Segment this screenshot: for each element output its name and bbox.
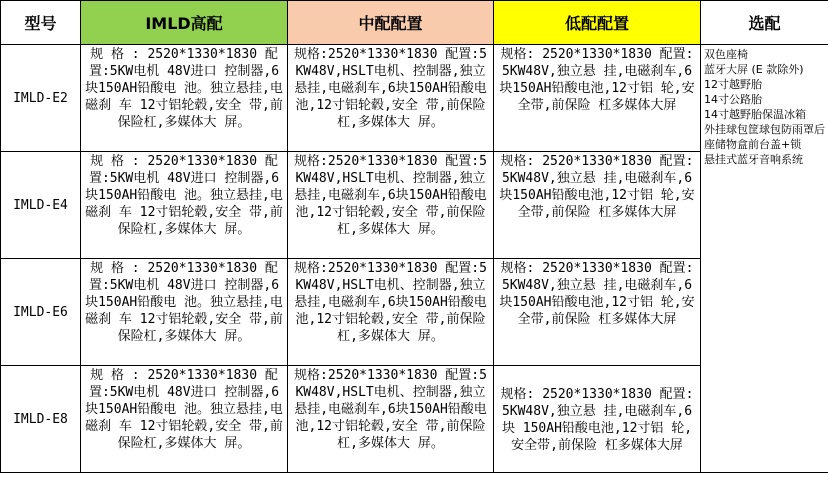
model-cell: IMLD-E4 [1, 152, 81, 259]
option-item: 外挂球包筐球包防雨罩后座储物盒前台盖+锁 [704, 123, 825, 151]
high-config-cell: 规 格 : 2520*1330*1830 配置:5KW电机 48V进口 控制器,6块150AH铅酸电 池。独立悬挂,电磁刹 车 12寸铝轮毂,安全 带,前保险杠,多媒体大 屏。 [81, 152, 288, 259]
option-item: 双色座椅 [704, 48, 748, 61]
mid-config-cell: 规格:2520*1330*1830 配置:5KW48V,HSLT电机、控制器,独立悬挂,电磁刹车,6块150AH铅酸电池,12寸铝轮毂,安全 带,前保险杠,多媒体大 屏。 [288, 366, 494, 473]
model-cell: IMLD-E8 [1, 366, 81, 473]
model-cell: IMLD-E2 [1, 45, 81, 152]
option-item: 14寸越野胎保温冰箱 [704, 108, 806, 121]
mid-config-cell: 规格:2520*1330*1830 配置:5KW48V,HSLT电机、控制器,独立悬挂,电磁刹车,6块150AH铅酸电池,12寸铝轮毂,安全 带,前保险杠,多媒体大 屏。 [288, 45, 494, 152]
header-mid-config: 中配配置 [288, 1, 494, 45]
high-config-cell: 规 格 : 2520*1330*1830 配置:5KW电机 48V进口 控制器,6块150AH铅酸电 池。独立悬挂,电磁刹 车 12寸铝轮毂,安全 带,前保险杠,多媒体大 屏。 [81, 259, 288, 366]
option-item: 12寸越野胎 [704, 78, 762, 91]
model-cell: IMLD-E6 [1, 259, 81, 366]
header-model: 型号 [1, 1, 81, 45]
low-config-cell: 规格: 2520*1330*1830 配置:5KW48V,独立悬 挂,电磁刹车,6块 150AH铅酸电池,12寸铝 轮,安全带,前保险 杠多媒体大屏 [494, 366, 701, 473]
header-low-config: 低配配置 [494, 1, 701, 45]
header-high-config: IMLD高配 [81, 1, 288, 45]
low-config-cell: 规格: 2520*1330*1830 配置:5KW48V,独立悬 挂,电磁刹车,6块150AH铅酸电池,12寸铝 轮,安全带,前保险 杠多媒体大屏 [494, 152, 701, 259]
option-item: 14寸公路胎 [704, 93, 762, 106]
mid-config-cell: 规格:2520*1330*1830 配置:5KW48V,HSLT电机、控制器,独立悬挂,电磁刹车,6块150AH铅酸电池,12寸铝轮毂,安全 带,前保险杠,多媒体大 屏。 [288, 152, 494, 259]
low-config-cell: 规格: 2520*1330*1830 配置:5KW48V,独立悬 挂,电磁刹车,6块150AH铅酸电池,12寸铝 轮,安全带,前保险 杠多媒体大屏 [494, 45, 701, 152]
low-config-cell: 规格: 2520*1330*1830 配置:5KW48V,独立悬 挂,电磁刹车,6块150AH铅酸电池,12寸铝 轮,安全带,前保险 杠多媒体大屏 [494, 259, 701, 366]
option-item: 悬挂式蓝牙音响系统 [704, 153, 803, 166]
high-config-cell: 规 格 : 2520*1330*1830 配置:5KW电机 48V进口 控制器,6块150AH铅酸电 池。独立悬挂,电磁刹 车 12寸铝轮毂,安全 带,前保险杠,多媒体大 屏。 [81, 366, 288, 473]
header-options: 选配 [701, 1, 828, 45]
header-row [1, 1, 828, 45]
option-item: 蓝牙大屏 (E 款除外) [704, 63, 804, 76]
options-cell [701, 45, 828, 473]
high-config-cell: 规 格 : 2520*1330*1830 配置:5KW电机 48V进口 控制器,6块150AH铅酸电 池。独立悬挂,电磁刹 车 12寸铝轮毂,安全 带,前保险杠,多媒体大 屏。 [81, 45, 288, 152]
mid-config-cell: 规格:2520*1330*1830 配置:5KW48V,HSLT电机、控制器,独立悬挂,电磁刹车,6块150AH铅酸电池,12寸铝轮毂,安全 带,前保险杠,多媒体大 屏。 [288, 259, 494, 366]
table-row-e2 [1, 45, 828, 152]
